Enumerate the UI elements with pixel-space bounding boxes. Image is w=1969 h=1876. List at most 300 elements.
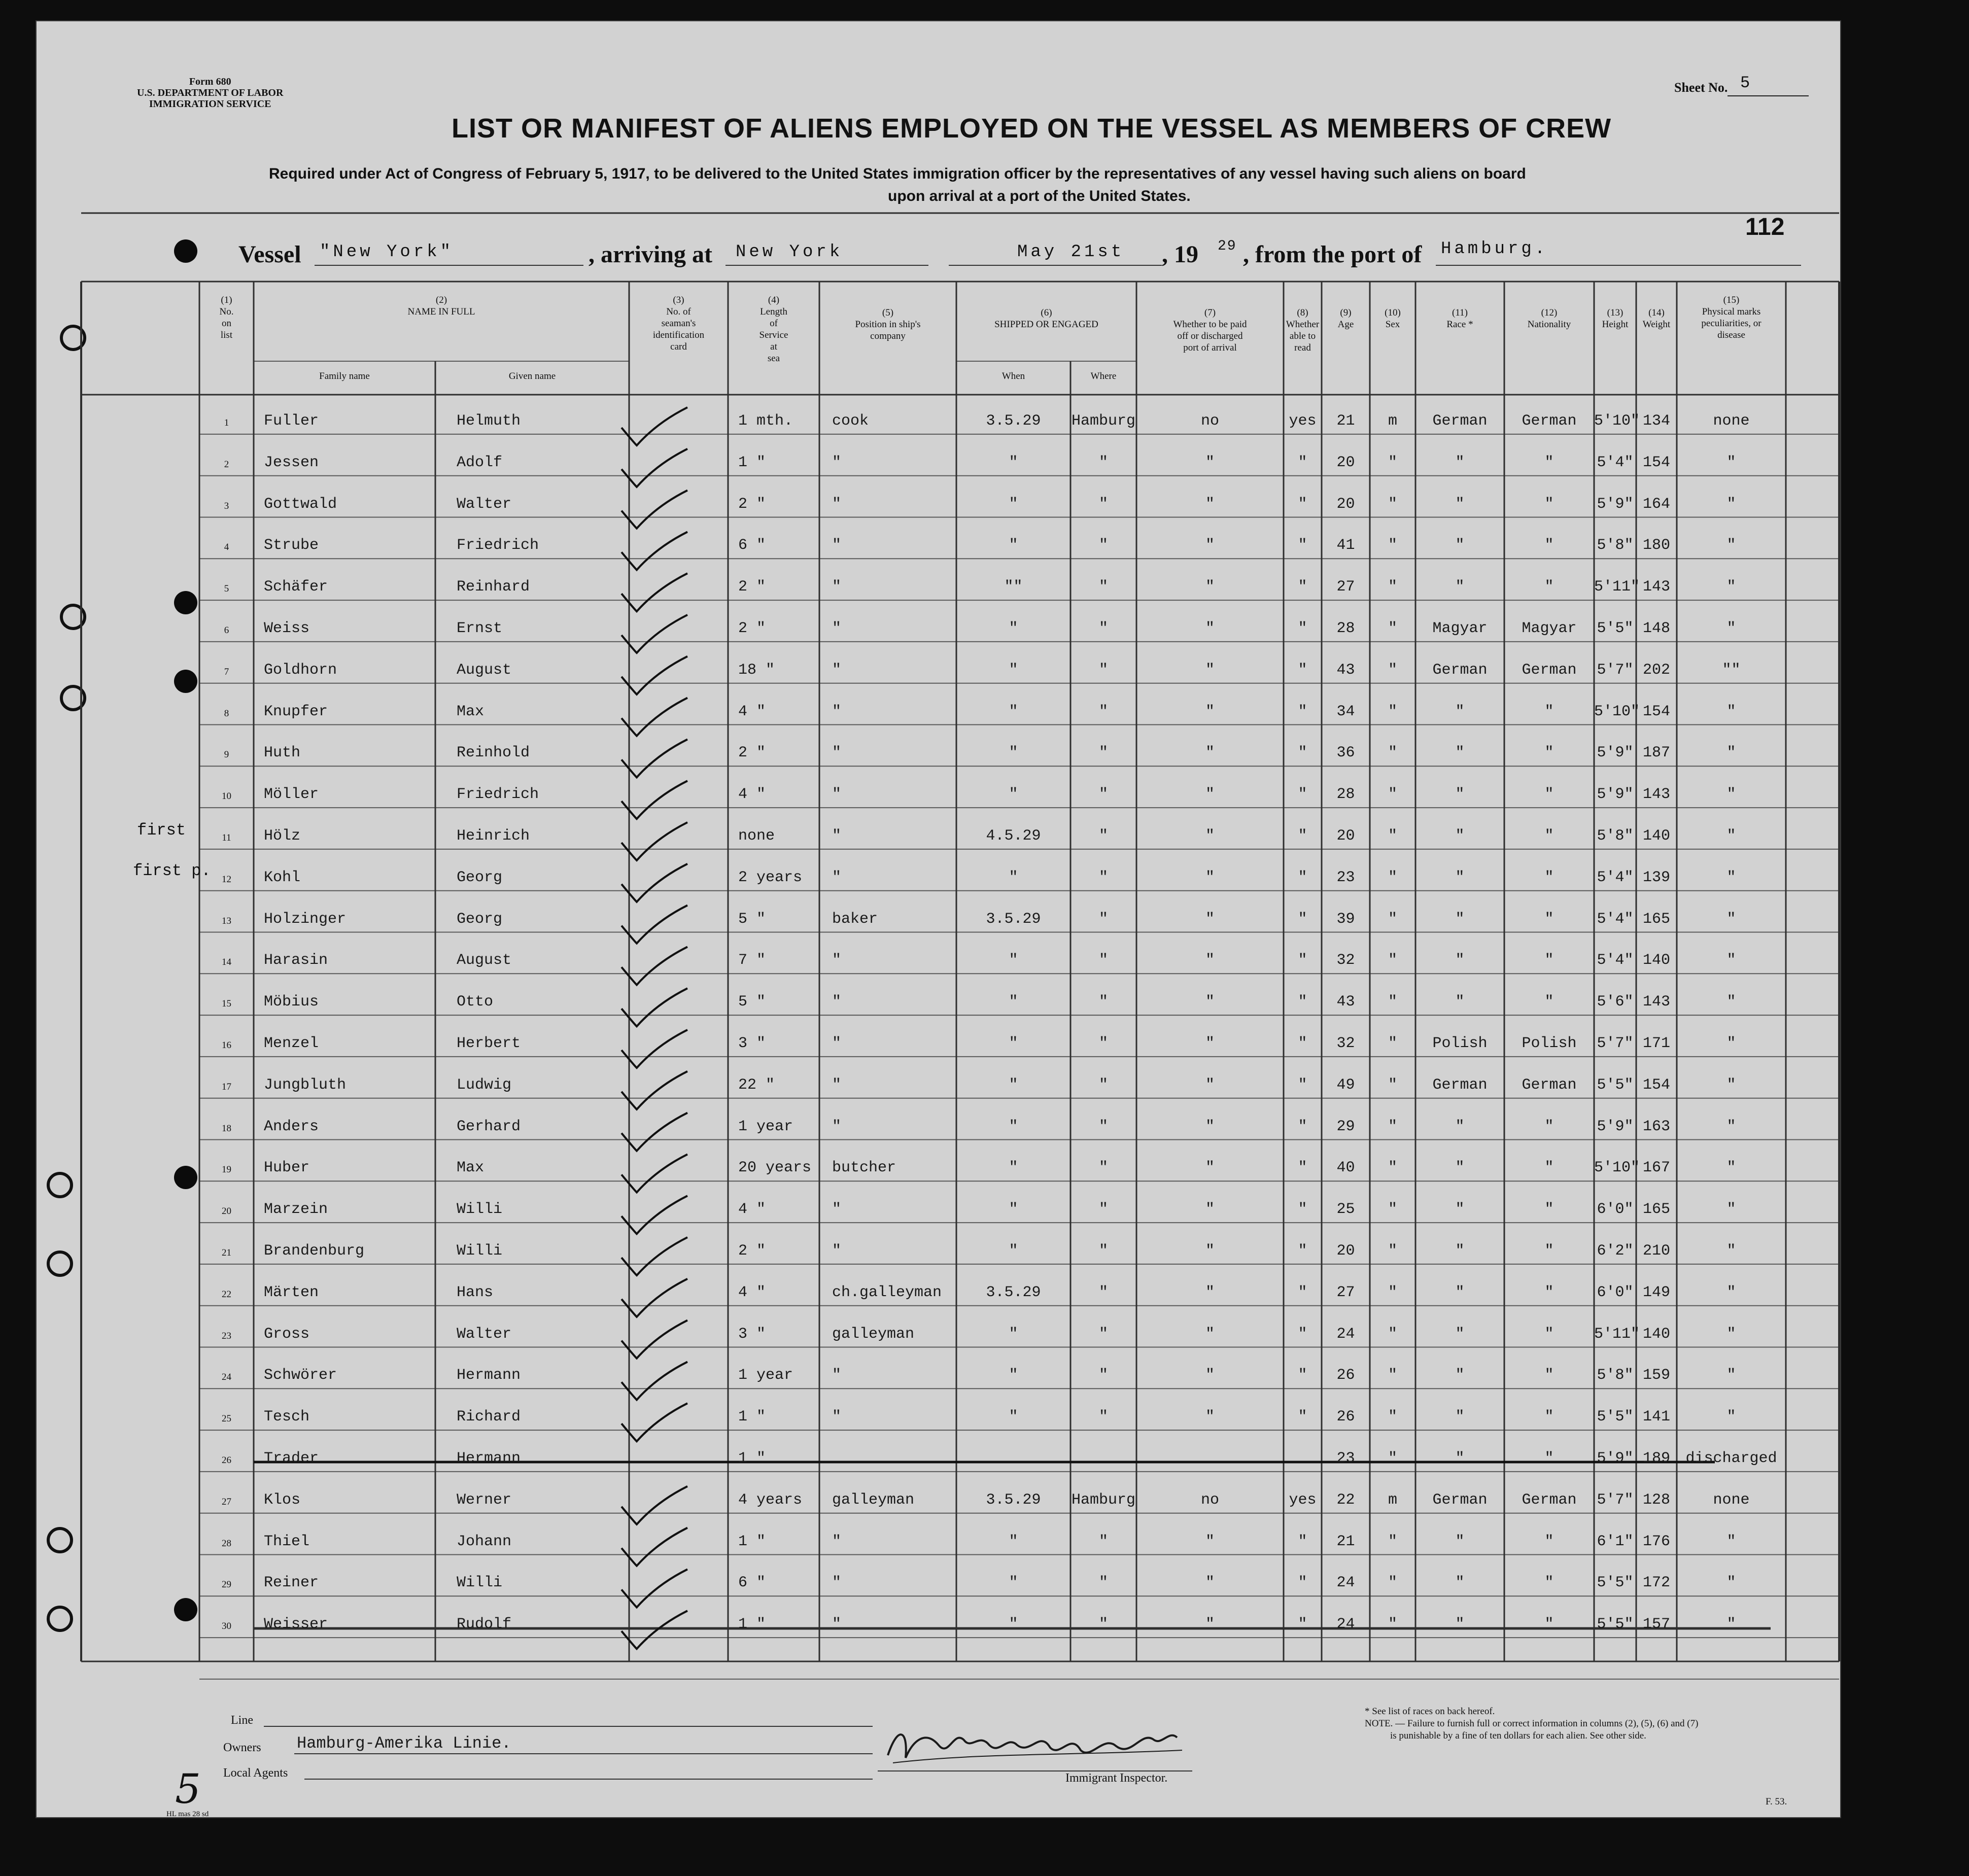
check-mark-icon [621, 615, 687, 653]
check-mark-icon [621, 822, 687, 860]
cell-nationality: Magyar [1522, 620, 1577, 637]
column-header-no: (1) No. on list [219, 295, 234, 340]
cell-service: none [738, 827, 775, 845]
cell-weight: 134 [1642, 412, 1670, 430]
cell-height: 5'9" [1597, 744, 1634, 762]
cell-no: 28 [222, 1538, 231, 1549]
cell-service: 1 " [738, 1408, 766, 1426]
cell-no: 16 [222, 1040, 231, 1051]
cell-family: Strube [264, 537, 319, 554]
column-header-race: (11) Race * [1446, 307, 1473, 330]
check-mark-icon [621, 1486, 687, 1524]
column-header-physical-marks: (15) Physical marks peculiarities, or disease [1701, 295, 1761, 340]
cell-service: 18 " [738, 661, 775, 679]
cell-where: " [1098, 1367, 1108, 1384]
column-header-height: (13) Height [1602, 307, 1629, 330]
cell-read: yes [1289, 1491, 1317, 1509]
column-header-weight: (14) Weight [1642, 307, 1671, 330]
cell-family: Jessen [264, 454, 319, 471]
cell-no: 1 [224, 418, 229, 428]
cell-read: " [1298, 703, 1307, 720]
cell-nationality: " [1544, 993, 1554, 1011]
cell-marks: " [1726, 827, 1736, 845]
cell-sex: " [1388, 993, 1397, 1011]
cell-marks: " [1726, 868, 1736, 886]
cell-paid: " [1205, 868, 1215, 886]
local-agents-label: Local Agents [223, 1766, 288, 1780]
handwritten-sheet-number: 5 [175, 1765, 201, 1813]
cell-read: " [1298, 1035, 1307, 1052]
cell-when: " [1009, 537, 1018, 554]
cell-position: ch.galleyman [832, 1283, 942, 1301]
column-header-family-name: Family name [319, 371, 370, 381]
cell-race: Polish [1432, 1035, 1488, 1052]
cell-position: " [832, 703, 842, 720]
cell-height: 5'9" [1597, 786, 1634, 804]
year-suffix: 29 [1218, 238, 1237, 254]
cell-read: " [1298, 1076, 1307, 1094]
cell-read: " [1298, 578, 1307, 596]
cell-marks: " [1726, 495, 1736, 513]
cell-read: " [1298, 993, 1307, 1011]
cell-given: Reinhard [457, 578, 530, 596]
cell-paid: " [1205, 1367, 1215, 1384]
cell-nationality: " [1544, 1242, 1554, 1260]
cell-given: Hermann [457, 1450, 521, 1467]
cell-given: Otto [457, 993, 494, 1011]
cell-nationality: " [1544, 454, 1554, 471]
cell-read: " [1298, 454, 1307, 471]
cell-when: " [1009, 1325, 1018, 1343]
cell-when: " [1009, 661, 1018, 679]
cell-service: 4 " [738, 1283, 766, 1301]
cell-no: 15 [222, 998, 231, 1010]
check-mark-icon [621, 1154, 687, 1192]
check-mark-icon [621, 1403, 687, 1441]
cell-when: 3.5.29 [986, 1283, 1041, 1301]
cell-family: Möbius [264, 993, 319, 1011]
cell-sex: " [1388, 661, 1397, 679]
cell-family: Anders [264, 1118, 319, 1135]
cell-where: " [1098, 1533, 1108, 1550]
cell-when: " [1009, 1118, 1018, 1135]
check-mark-icon [621, 1321, 687, 1359]
cell-nationality: " [1544, 1325, 1554, 1343]
cell-family: Klos [264, 1491, 301, 1509]
cell-given: Walter [457, 1325, 512, 1343]
cell-where: " [1098, 703, 1108, 720]
cell-race: " [1455, 993, 1465, 1011]
cell-sex: " [1388, 1616, 1397, 1634]
cell-paid: " [1205, 1616, 1215, 1634]
cell-race: " [1455, 1367, 1465, 1384]
cell-read: " [1298, 1283, 1307, 1301]
cell-paid: no [1200, 1491, 1219, 1509]
cell-family: Huber [264, 1159, 310, 1177]
cell-service: 3 " [738, 1325, 766, 1343]
cell-when: " [1009, 993, 1018, 1011]
cell-height: 5'9" [1597, 1118, 1634, 1135]
cell-paid: " [1205, 620, 1215, 637]
cell-family: Trader [264, 1450, 319, 1467]
cell-race: " [1455, 578, 1465, 596]
cell-position: " [832, 1408, 842, 1426]
cell-sex: " [1388, 1201, 1397, 1219]
cell-position: " [832, 1242, 842, 1260]
cell-height: 5'4" [1597, 868, 1634, 886]
cell-nationality: " [1544, 952, 1554, 969]
cell-family: Goldhorn [264, 661, 337, 679]
cell-marks: " [1726, 1242, 1736, 1260]
cell-race: German [1432, 1491, 1488, 1509]
cell-when: 3.5.29 [986, 412, 1041, 430]
cell-read: " [1298, 1201, 1307, 1219]
cell-given: Georg [457, 868, 503, 886]
cell-read: " [1298, 537, 1307, 554]
cell-position: " [832, 1533, 842, 1550]
cell-height: 5'7" [1597, 661, 1634, 679]
cell-where: " [1098, 1076, 1108, 1094]
cell-marks: " [1726, 537, 1736, 554]
cell-read: " [1298, 786, 1307, 804]
cell-given: Reinhold [457, 744, 530, 762]
cell-no: 26 [222, 1455, 231, 1466]
cell-service: 1 " [738, 1533, 766, 1550]
cell-service: 2 years [738, 868, 803, 886]
cell-age: 27 [1336, 1283, 1355, 1301]
cell-marks: " [1726, 1118, 1736, 1135]
cell-service: 1 " [738, 1616, 766, 1634]
cell-age: 22 [1336, 1491, 1355, 1509]
cell-where: " [1098, 620, 1108, 637]
sheet-number-value: 5 [1740, 74, 1750, 92]
cell-where: " [1098, 1325, 1108, 1343]
cell-nationality: " [1544, 1408, 1554, 1426]
cell-nationality: " [1544, 1159, 1554, 1177]
cell-paid: " [1205, 1242, 1215, 1260]
cell-paid: no [1200, 412, 1219, 430]
cell-race: " [1455, 1533, 1465, 1550]
cell-service: 1 " [738, 454, 766, 471]
cell-marks: " [1726, 578, 1736, 596]
cell-nationality: " [1544, 910, 1554, 928]
cell-sex: " [1388, 454, 1397, 471]
cell-when: 3.5.29 [986, 1491, 1041, 1509]
cell-when: " [1009, 1076, 1018, 1094]
cell-sex: " [1388, 910, 1397, 928]
cell-given: Helmuth [457, 412, 521, 430]
cell-read: " [1298, 1242, 1307, 1260]
from-port-label: , from the port of [1243, 241, 1422, 268]
cell-service: 22 " [738, 1076, 775, 1094]
cell-race: German [1432, 1076, 1488, 1094]
cell-no: 6 [224, 625, 229, 636]
cell-service: 5 " [738, 993, 766, 1011]
cell-no: 3 [224, 500, 229, 511]
cell-weight: 140 [1642, 1325, 1670, 1343]
cell-sex: " [1388, 578, 1397, 596]
column-header-shipped-where: Where [1090, 371, 1117, 381]
cell-race: " [1455, 1242, 1465, 1260]
cell-given: Walter [457, 495, 512, 513]
cell-where: " [1098, 537, 1108, 554]
cell-height: 5'9" [1597, 1450, 1634, 1467]
cell-paid: " [1205, 1118, 1215, 1135]
archive-stamp: HL mas 28 sd [166, 1810, 209, 1818]
column-header-able-to-read: (8) Whether able to read [1286, 307, 1320, 353]
cell-service: 2 " [738, 495, 766, 513]
cell-family: Weiss [264, 620, 310, 637]
check-mark-icon [621, 906, 687, 944]
cell-marks: none [1713, 1491, 1750, 1509]
cell-read: " [1298, 1616, 1307, 1634]
check-mark-icon [621, 1528, 687, 1566]
cell-race: " [1455, 1616, 1465, 1634]
cell-given: Gerhard [457, 1118, 521, 1135]
cell-age: 27 [1336, 578, 1355, 596]
cell-position: galleyman [832, 1491, 915, 1509]
cell-age: 43 [1336, 661, 1355, 679]
cell-read: " [1298, 744, 1307, 762]
arriving-port: New York [736, 242, 843, 262]
cell-weight: 165 [1642, 910, 1670, 928]
line-label: Line [231, 1714, 253, 1727]
cell-given: Willi [457, 1242, 503, 1260]
column-header-shipped: (6) SHIPPED OR ENGAGED [994, 307, 1098, 330]
cell-service: 2 " [738, 1242, 766, 1260]
cell-race: " [1455, 495, 1465, 513]
cell-sex: " [1388, 703, 1397, 720]
cell-sex: " [1388, 1574, 1397, 1592]
check-mark-icon [621, 781, 687, 819]
cell-read: " [1298, 620, 1307, 637]
cell-family: Märten [264, 1283, 319, 1301]
cell-paid: " [1205, 744, 1215, 762]
cell-age: 26 [1336, 1408, 1355, 1426]
column-header-paid-off: (7) Whether to be paid off or discharged port of arrival [1173, 307, 1247, 353]
cell-marks: " [1726, 454, 1736, 471]
cell-paid: " [1205, 1408, 1215, 1426]
cell-given: Friedrich [457, 786, 539, 804]
cell-weight: 163 [1642, 1118, 1670, 1135]
cell-height: 5'11" [1594, 1325, 1640, 1343]
cell-where: " [1098, 1201, 1108, 1219]
cell-age: 41 [1336, 537, 1355, 554]
cell-sex: m [1388, 412, 1397, 430]
cell-marks: " [1726, 703, 1736, 720]
cell-family: Reiner [264, 1574, 319, 1592]
cell-sex: " [1388, 744, 1397, 762]
cell-age: 29 [1336, 1118, 1355, 1135]
sheet-number-label: Sheet No. [1674, 80, 1728, 95]
cell-position: baker [832, 910, 878, 928]
cell-position: " [832, 1616, 842, 1634]
cell-no: 14 [222, 957, 231, 968]
cell-when: " [1009, 1159, 1018, 1177]
cell-position: " [832, 1574, 842, 1592]
cell-when: " [1009, 703, 1018, 720]
cell-nationality: " [1544, 786, 1554, 804]
cell-nationality: " [1544, 868, 1554, 886]
margin-note-first: first [137, 821, 186, 840]
cell-no: 11 [222, 832, 231, 843]
cell-paid: " [1205, 537, 1215, 554]
cell-weight: 159 [1642, 1367, 1670, 1384]
cell-no: 27 [222, 1496, 231, 1507]
cell-service: 2 " [738, 744, 766, 762]
cell-service: 3 " [738, 1035, 766, 1052]
cell-service: 20 years [738, 1159, 812, 1177]
cell-no: 25 [222, 1413, 231, 1425]
cell-family: Tesch [264, 1408, 310, 1426]
cell-position: " [832, 578, 842, 596]
cell-race: " [1455, 1408, 1465, 1426]
cell-height: 5'7" [1597, 1491, 1634, 1509]
cell-height: 5'8" [1597, 537, 1634, 554]
cell-nationality: " [1544, 1283, 1554, 1301]
cell-sex: " [1388, 1533, 1397, 1550]
cell-no: 21 [222, 1247, 231, 1258]
cell-given: Ludwig [457, 1076, 512, 1094]
cell-sex: " [1388, 827, 1397, 845]
cell-position: " [832, 1367, 842, 1384]
cell-height: 6'0" [1597, 1283, 1634, 1301]
fine-note-1: NOTE. — Failure to furnish full or correct information in columns (2), (5), (6) and (7) [1365, 1718, 1699, 1729]
cell-nationality: " [1544, 1574, 1554, 1592]
cell-nationality: Polish [1522, 1035, 1577, 1052]
cell-family: Thiel [264, 1533, 310, 1550]
cell-weight: 149 [1642, 1283, 1670, 1301]
cell-no: 30 [222, 1621, 231, 1632]
cell-where: " [1098, 952, 1108, 969]
cell-read: yes [1289, 412, 1317, 430]
check-mark-icon [621, 449, 687, 487]
cell-no: 17 [222, 1081, 231, 1092]
cell-when: " [1009, 952, 1018, 969]
cell-family: Huth [264, 744, 301, 762]
arriving-label: , arriving at [589, 241, 712, 268]
cell-given: Max [457, 703, 485, 720]
cell-age: 32 [1336, 1035, 1355, 1052]
cell-race: " [1455, 703, 1465, 720]
cell-paid: " [1205, 952, 1215, 969]
cell-where: " [1098, 1242, 1108, 1260]
form-code: F. 53. [1766, 1796, 1787, 1807]
cell-position: " [832, 744, 842, 762]
inspector-label: Immigrant Inspector. [1065, 1771, 1168, 1785]
subtitle-line-1: Required under Act of Congress of February 5, 1917, to be delivered to the United States immigration officer by the representatives of any vessel having such aliens on board [269, 165, 1526, 182]
cell-weight: 165 [1642, 1201, 1670, 1219]
cell-sex: " [1388, 952, 1397, 969]
cell-family: Harasin [264, 952, 328, 969]
cell-race: " [1455, 1201, 1465, 1219]
cell-position: cook [832, 412, 869, 430]
cell-weight: 176 [1642, 1533, 1670, 1550]
cell-race: " [1455, 537, 1465, 554]
cell-read: " [1298, 495, 1307, 513]
cell-service: 1 " [738, 1450, 766, 1467]
cell-service: 6 " [738, 1574, 766, 1592]
cell-where: " [1098, 578, 1108, 596]
cell-marks: " [1726, 1325, 1736, 1343]
cell-service: 1 mth. [738, 412, 793, 430]
cell-no: 20 [222, 1206, 231, 1217]
cell-sex: " [1388, 1118, 1397, 1135]
check-mark-icon [621, 1569, 687, 1607]
cell-when: " [1009, 1616, 1018, 1634]
cell-where: " [1098, 868, 1108, 886]
cell-family: Weisser [264, 1616, 328, 1634]
cell-when: " [1009, 744, 1018, 762]
cell-where: Hamburg [1071, 412, 1136, 430]
cell-when: " [1009, 786, 1018, 804]
year-prefix: , 19 [1162, 241, 1198, 268]
cell-when: " [1009, 1574, 1018, 1592]
cell-paid: " [1205, 827, 1215, 845]
cell-no: 9 [224, 749, 229, 760]
cell-age: 23 [1336, 868, 1355, 886]
cell-read: " [1298, 827, 1307, 845]
cell-age: 40 [1336, 1159, 1355, 1177]
cell-sex: " [1388, 537, 1397, 554]
check-mark-icon [621, 656, 687, 694]
cell-race: " [1455, 1118, 1465, 1135]
cell-where: " [1098, 1283, 1108, 1301]
cell-given: Werner [457, 1491, 512, 1509]
cell-marks: " [1726, 786, 1736, 804]
cell-where: " [1098, 1035, 1108, 1052]
cell-race: " [1455, 1159, 1465, 1177]
column-header-shipped-when: When [1001, 371, 1025, 381]
cell-weight: 139 [1642, 868, 1670, 886]
subtitle-line-2: upon arrival at a port of the United States. [888, 188, 1191, 204]
cell-read: " [1298, 661, 1307, 679]
cell-nationality: " [1544, 578, 1554, 596]
cell-nationality: German [1522, 1491, 1577, 1509]
cell-given: Johann [457, 1533, 512, 1550]
cell-family: Hölz [264, 827, 301, 845]
cell-when: "" [1004, 578, 1023, 596]
cell-where: " [1098, 1408, 1108, 1426]
races-note: * See list of races on back hereof. [1365, 1706, 1495, 1717]
cell-service: 2 " [738, 578, 766, 596]
cell-height: 5'4" [1597, 910, 1634, 928]
cell-given: Hermann [457, 1367, 521, 1384]
cell-weight: 164 [1642, 495, 1670, 513]
cell-sex: " [1388, 1367, 1397, 1384]
cell-age: 28 [1336, 620, 1355, 637]
cell-given: August [457, 952, 512, 969]
cell-age: 20 [1336, 495, 1355, 513]
owners-value: Hamburg-Amerika Linie. [297, 1734, 511, 1753]
check-mark-icon [621, 573, 687, 611]
cell-where: " [1098, 1159, 1108, 1177]
cell-marks: " [1726, 744, 1736, 762]
cell-weight: 154 [1642, 454, 1670, 471]
column-header-service: (4) Length of Service at sea [759, 295, 788, 364]
cell-no: 23 [222, 1330, 231, 1341]
cell-position: " [832, 952, 842, 969]
cell-given: Willi [457, 1574, 503, 1592]
cell-marks: none [1713, 412, 1750, 430]
cell-age: 26 [1336, 1367, 1355, 1384]
cell-where: " [1098, 1118, 1108, 1135]
cell-sex: " [1388, 1283, 1397, 1301]
cell-height: 5'5" [1597, 1616, 1634, 1634]
cell-where: " [1098, 786, 1108, 804]
cell-marks: " [1726, 1283, 1736, 1301]
cell-position: " [832, 620, 842, 637]
